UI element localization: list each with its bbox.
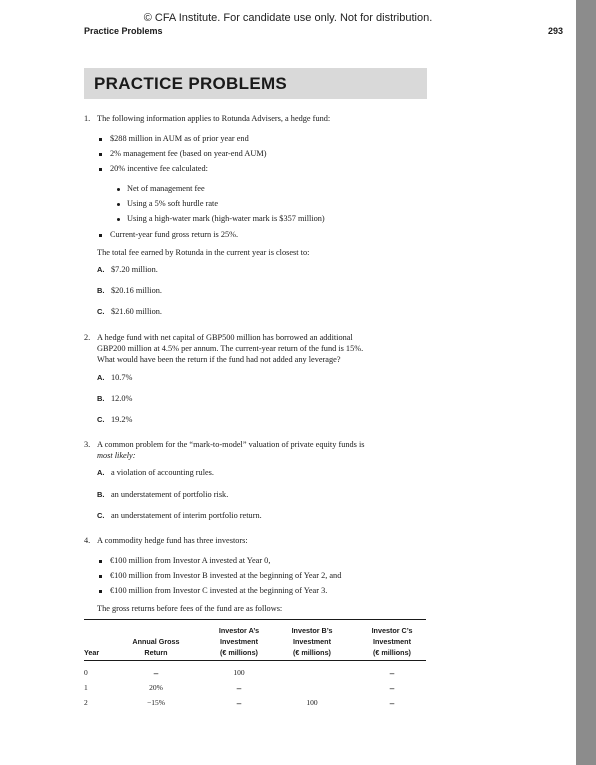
table-cell-investor-c: –: [389, 698, 395, 708]
table-cell-year: 0: [84, 668, 88, 677]
table-cell-return: –: [153, 668, 159, 678]
page-number: 293: [548, 26, 564, 36]
q1-option-letter: B.: [97, 286, 105, 295]
q1-sub-bullet: Using a high-water mark (high-water mark is $357 million): [127, 214, 325, 223]
table-header-rule: [84, 660, 426, 661]
section-title-box: [84, 68, 427, 99]
q3-number: 3.: [84, 440, 91, 449]
q1-bullet: $288 million in AUM as of prior year end: [110, 134, 249, 143]
col-header-investor-c: Investment: [373, 637, 411, 646]
q3-option-text: an understatement of portfolio risk.: [111, 490, 229, 499]
q1-option-text: $20.16 million.: [111, 286, 162, 295]
q4-stem: A commodity hedge fund has three investors:: [97, 536, 248, 545]
bullet-icon: [99, 168, 102, 171]
table-cell-year: 2: [84, 698, 88, 707]
table-top-rule: [84, 619, 426, 620]
q4-followup: The gross returns before fees of the fund are as follows:: [97, 604, 283, 613]
q3-option-text: a violation of accounting rules.: [111, 468, 214, 477]
table-cell-investor-b: 100: [306, 698, 318, 707]
table-cell-investor-c: –: [389, 683, 395, 693]
col-header-gross-return: Return: [144, 648, 168, 657]
q1-option-letter: A.: [97, 265, 105, 274]
q3-option-letter: B.: [97, 490, 105, 499]
col-header-investor-b: Investment: [293, 637, 331, 646]
q1-bullet: 20% incentive fee calculated:: [110, 164, 208, 173]
q1-number: 1.: [84, 114, 91, 123]
bullet-icon: [99, 234, 102, 237]
q1-option-text: $7.20 million.: [111, 265, 158, 274]
col-header-investor-a: Investor A’s: [218, 626, 260, 635]
watermark: © CFA Institute. For candidate use only. Not for distribution.: [143, 12, 433, 24]
table-cell-return: −15%: [147, 698, 165, 707]
q2-option-text: 10.7%: [111, 373, 133, 382]
q4-bullet: €100 million from Investor B invested at the beginning of Year 2, and: [110, 571, 342, 580]
bullet-icon: [99, 138, 102, 141]
q1-stem: The following information applies to Rotunda Advisers, a hedge fund:: [97, 114, 331, 123]
q2-option-letter: A.: [97, 373, 105, 382]
q1-option-letter: C.: [97, 307, 105, 316]
table-cell-investor-a: –: [236, 683, 242, 693]
q3-line: A common problem for the “mark-to-model” valuation of private equity funds is: [97, 440, 365, 449]
q2-option-text: 12.0%: [111, 394, 133, 403]
bullet-icon: [99, 590, 102, 593]
bullet-icon: [99, 560, 102, 563]
col-header-investor-a: (€ millions): [220, 648, 258, 657]
q3-line-emphasis: most likely:: [97, 451, 136, 460]
q3-option-letter: A.: [97, 468, 105, 477]
table-cell-year: 1: [84, 683, 88, 692]
q2-line: GBP200 million at 4.5% per annum. The current-year return of the fund is 15%.: [97, 344, 364, 353]
table-cell-investor-a: –: [236, 698, 242, 708]
q1-option-text: $21.60 million.: [111, 307, 162, 316]
q2-number: 2.: [84, 333, 91, 342]
col-header-investor-b: (€ millions): [293, 648, 331, 657]
q1-sub-bullet: Net of management fee: [127, 184, 205, 193]
col-header-investor-c: (€ millions): [373, 648, 411, 657]
q1-bullet: Current-year fund gross return is 25%.: [110, 230, 239, 239]
sub-bullet-icon: [117, 218, 120, 221]
section-title: PRACTICE PROBLEMS: [94, 74, 288, 93]
q3-option-letter: C.: [97, 511, 105, 520]
q1-sub-bullet: Using a 5% soft hurdle rate: [127, 199, 219, 208]
q2-option-letter: C.: [97, 415, 105, 424]
page-edge-bar: [576, 0, 596, 765]
table-cell-investor-c: –: [389, 668, 395, 678]
col-header-investor-b: Investor B’s: [291, 626, 333, 635]
q2-line: A hedge fund with net capital of GBP500 million has borrowed an additional: [97, 333, 353, 342]
sub-bullet-icon: [117, 203, 120, 206]
col-header-investor-c: Investor C’s: [371, 626, 413, 635]
col-header-year: Year: [84, 648, 100, 657]
bullet-icon: [99, 153, 102, 156]
sub-bullet-icon: [117, 188, 120, 191]
q1-bullet: 2% management fee (based on year-end AUM): [110, 149, 267, 158]
q4-bullet: €100 million from Investor C invested at the beginning of Year 3.: [110, 586, 328, 595]
q2-option-letter: B.: [97, 394, 105, 403]
q1-question: The total fee earned by Rotunda in the current year is closest to:: [97, 248, 310, 257]
table-cell-return: 20%: [149, 683, 163, 692]
col-header-investor-a: Investment: [220, 637, 258, 646]
q3-option-text: an understatement of interim portfolio return.: [111, 511, 262, 520]
q2-option-text: 19.2%: [111, 415, 133, 424]
bullet-icon: [99, 575, 102, 578]
q2-line: What would have been the return if the fund had not added any leverage?: [97, 355, 341, 364]
q4-number: 4.: [84, 536, 91, 545]
q4-bullet: €100 million from Investor A invested at Year 0,: [110, 556, 271, 565]
running-head: Practice Problems: [84, 26, 163, 36]
col-header-gross-return: Annual Gross: [132, 637, 180, 646]
table-cell-investor-a: 100: [233, 668, 245, 677]
